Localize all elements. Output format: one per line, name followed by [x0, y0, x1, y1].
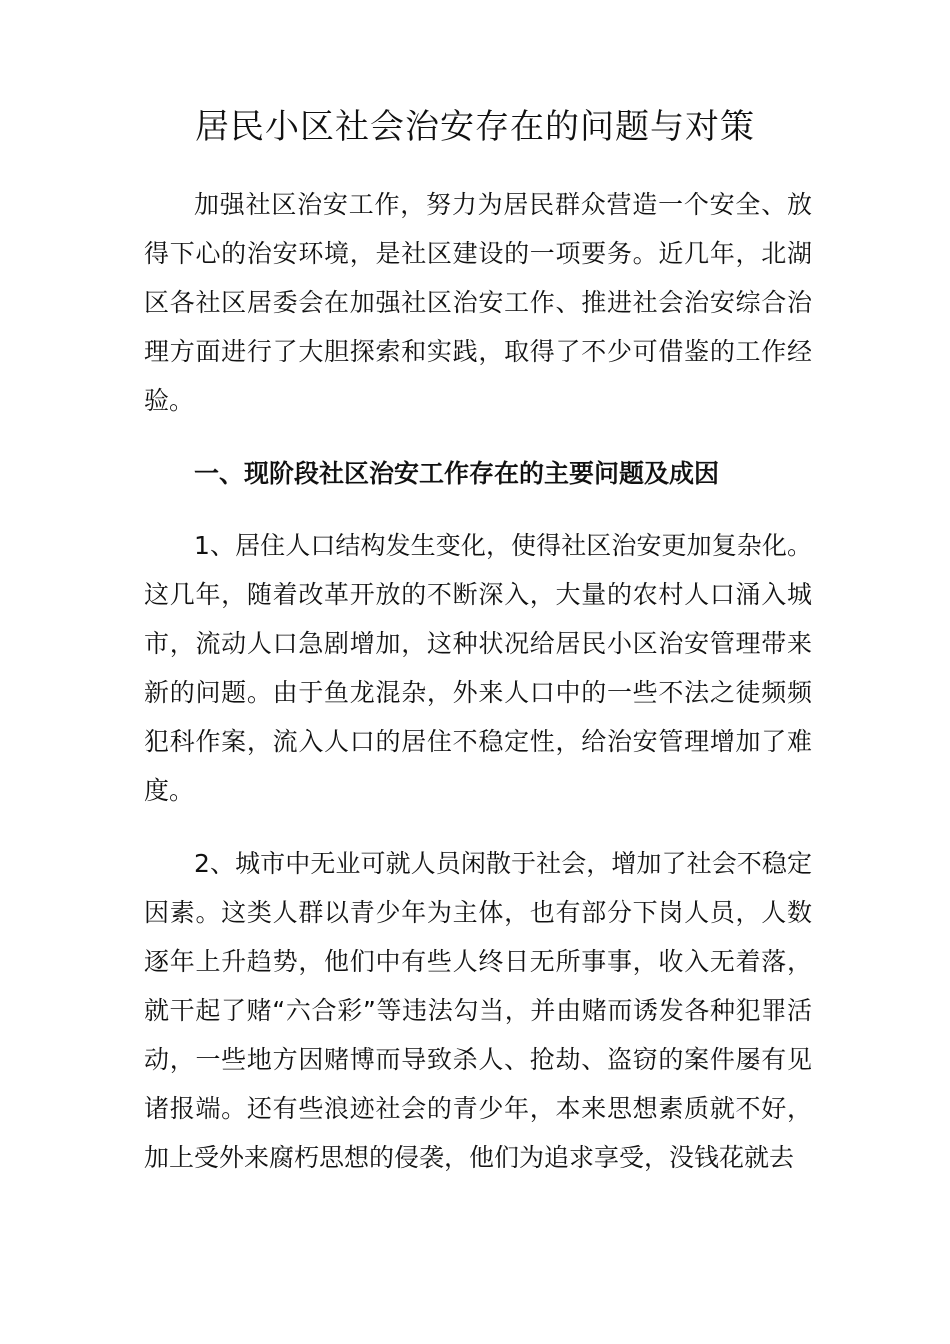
section-heading: 一、现阶段社区治安工作存在的主要问题及成因	[194, 459, 720, 488]
body-paragraph-2: 2、城市中无业可就人员闲散于社会，增加了社会不稳定因素。这类人群以青少年为主体，也有部分下岗人员，人数逐年上升趋势，他们中有些人终日无所事事，收入无着落，就干起了赌“六合彩”等违法勾当，并由赌而诱发各种犯罪活动，一些地方因赌博而导致杀人、抢劫、盗窃的案件屡有见诸报端。还有些浪迹社会的青少年，本来思想素质就不好，加上受外来腐朽思想的侵袭，他们为追求享受，没钱花就去	[144, 849, 812, 1172]
intro-paragraph: 加强社区治安工作，努力为居民群众营造一个安全、放得下心的治安环境，是社区建设的一项要务。近几年，北湖区各社区居委会在加强社区治安工作、推进社会治安综合治理方面进行了大胆探索和实践，取得了不少可借鉴的工作经验。	[144, 190, 812, 415]
document-title: 居民小区社会治安存在的问题与对策	[195, 107, 755, 147]
body-paragraph-1: 1、居住人口结构发生变化，使得社区治安更加复杂化。这几年，随着改革开放的不断深入，大量的农村人口涌入城市，流动人口急剧增加，这种状况给居民小区治安管理带来新的问题。由于鱼龙混杂，外来人口中的一些不法之徒频频犯科作案，流入人口的居住不稳定性，给治安管理增加了难度。	[144, 531, 812, 805]
